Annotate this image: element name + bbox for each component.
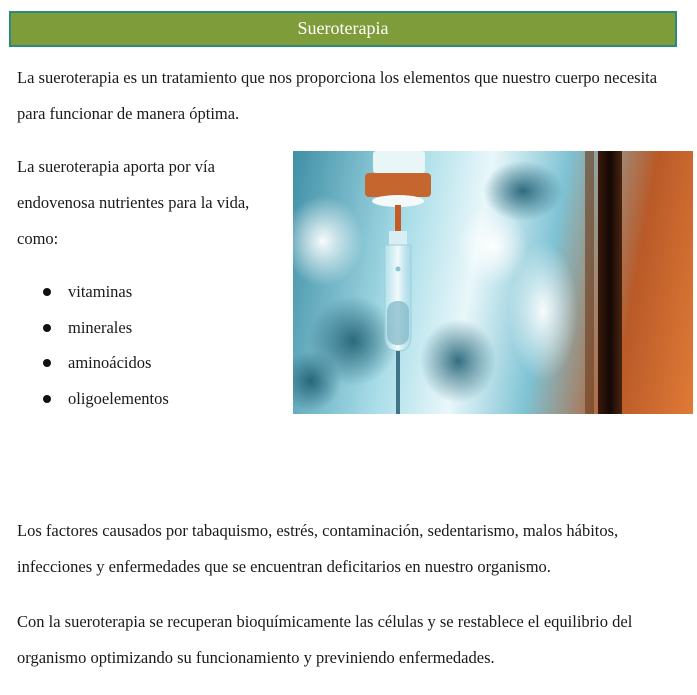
bullet-icon	[43, 359, 51, 367]
list-item	[17, 310, 169, 346]
list-item-label: vitaminas	[68, 282, 133, 301]
list-item-label: aminoácidos	[68, 353, 152, 372]
list-item	[17, 274, 169, 310]
list-item	[17, 381, 169, 417]
list-item-label: minerales	[68, 317, 133, 337]
bullet-icon	[43, 395, 51, 403]
benefits-paragraph: Con la sueroterapia se recuperan bioquímicamente las células y se restablece el equilibrio del organismo optimizando su funcionamiento y previniendo enfermedades.	[17, 612, 633, 667]
bullet-icon	[43, 288, 51, 296]
bullet-icon	[43, 324, 51, 332]
list-item	[17, 345, 169, 381]
intro-paragraph: La sueroterapia es un tratamiento que nos proporciona los elementos que nuestro cuerpo necesita para funcionar de manera óptima.	[17, 68, 658, 123]
nutrients-list	[17, 274, 169, 416]
factors-paragraph: Los factores causados por tabaquismo, estrés, contaminación, sedentarismo, malos hábitos, infecciones y enfermedades que se encuentran deficitarios en nuestro organismo.	[17, 521, 619, 576]
nutrients-intro-paragraph: La sueroterapia aporta por vía endovenosa nutrientes para la vida, como:	[17, 157, 250, 248]
list-item-label: oligoelementos	[68, 388, 169, 408]
section-title: Sueroterapia	[9, 11, 677, 47]
iv-drip-photo	[293, 151, 693, 414]
iv-drip-illustration	[293, 151, 693, 414]
